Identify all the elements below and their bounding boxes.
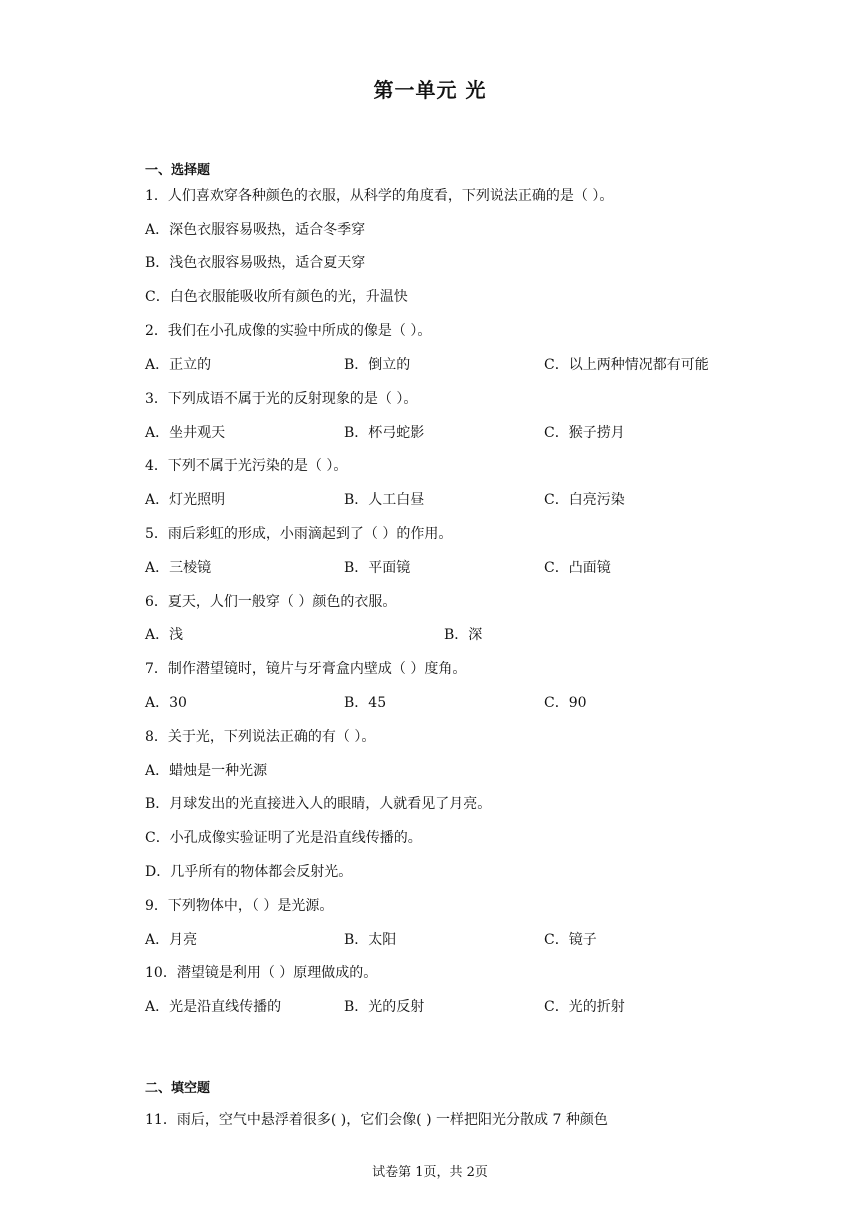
- question-8-option-d: D．几乎所有的物体都会反射光。: [145, 864, 353, 880]
- question-5-stem: 5．雨后彩虹的形成，小雨滴起到了（ ）的作用。: [145, 526, 453, 542]
- question-6-stem: 6．夏天，人们一般穿（ ）颜色的衣服。: [145, 594, 397, 610]
- question-4-stem: 4．下列不属于光污染的是（ ）。: [145, 458, 348, 474]
- question-1-option-b: B．浅色衣服容易吸热，适合夏天穿: [145, 255, 366, 271]
- question-1-stem: 1．人们喜欢穿各种颜色的衣服，从科学的角度看，下列说法正确的是（ ）。: [145, 188, 614, 204]
- question-3-option-b: B．杯弓蛇影: [344, 425, 425, 441]
- question-4-option-c: C．白亮污染: [544, 492, 625, 508]
- question-2-stem: 2．我们在小孔成像的实验中所成的像是（ ）。: [145, 323, 432, 339]
- question-3-stem: 3．下列成语不属于光的反射现象的是（ ）。: [145, 391, 418, 407]
- question-9-option-c: C．镜子: [544, 932, 597, 948]
- question-4-option-a: A．灯光照明: [145, 492, 226, 508]
- question-2-option-c: C．以上两种情况都有可能: [544, 357, 709, 373]
- question-9-stem: 9．下列物体中，（ ）是光源。: [145, 898, 334, 914]
- question-2-option-a: A．正立的: [145, 357, 212, 373]
- question-8-stem: 8．关于光，下列说法正确的有（ ）。: [145, 729, 376, 745]
- question-7-stem: 7．制作潜望镜时，镜片与牙膏盒内壁成（ ）度角。: [145, 661, 467, 677]
- page-title: 第一单元 光: [373, 78, 487, 102]
- question-6-option-a: A．浅: [145, 627, 184, 643]
- question-10-option-c: C．光的折射: [544, 999, 625, 1015]
- question-7-option-a: A．30: [145, 695, 187, 711]
- question-5-option-c: C．凸面镜: [544, 560, 611, 576]
- question-5-option-a: A．三棱镜: [145, 560, 212, 576]
- question-5-option-b: B．平面镜: [344, 560, 411, 576]
- question-1-option-c: C．白色衣服能吸收所有颜色的光，升温快: [145, 289, 408, 305]
- question-10-option-a: A．光是沿直线传播的: [145, 999, 282, 1015]
- question-9-option-a: A．月亮: [145, 932, 198, 948]
- question-3-option-a: A．坐井观天: [145, 425, 226, 441]
- question-8-option-a: A．蜡烛是一种光源: [145, 763, 268, 779]
- question-2-option-b: B．倒立的: [344, 357, 411, 373]
- question-4-option-b: B．人工白昼: [344, 492, 425, 508]
- question-8-option-c: C．小孔成像实验证明了光是沿直线传播的。: [145, 830, 422, 846]
- section-heading-choice: 一、选择题: [145, 163, 211, 178]
- question-7-option-c: C．90: [544, 695, 587, 711]
- question-11-stem: 11．雨后，空气中悬浮着很多( )，它们会像( ) 一样把阳光分散成 7 种颜色: [145, 1112, 608, 1128]
- question-10-option-b: B．光的反射: [344, 999, 425, 1015]
- section-heading-fill: 二、填空题: [145, 1081, 211, 1096]
- question-9-option-b: B．太阳: [344, 932, 397, 948]
- question-1-option-a: A．深色衣服容易吸热，适合冬季穿: [145, 222, 366, 238]
- question-6-option-b: B．深: [444, 627, 483, 643]
- question-10-stem: 10．潜望镜是利用（ ）原理做成的。: [145, 965, 378, 981]
- question-8-option-b: B．月球发出的光直接进入人的眼睛，人就看见了月亮。: [145, 796, 492, 812]
- question-7-option-b: B．45: [344, 695, 387, 711]
- page-footer: 试卷第 1页，共 2页: [372, 1165, 488, 1180]
- question-3-option-c: C．猴子捞月: [544, 425, 625, 441]
